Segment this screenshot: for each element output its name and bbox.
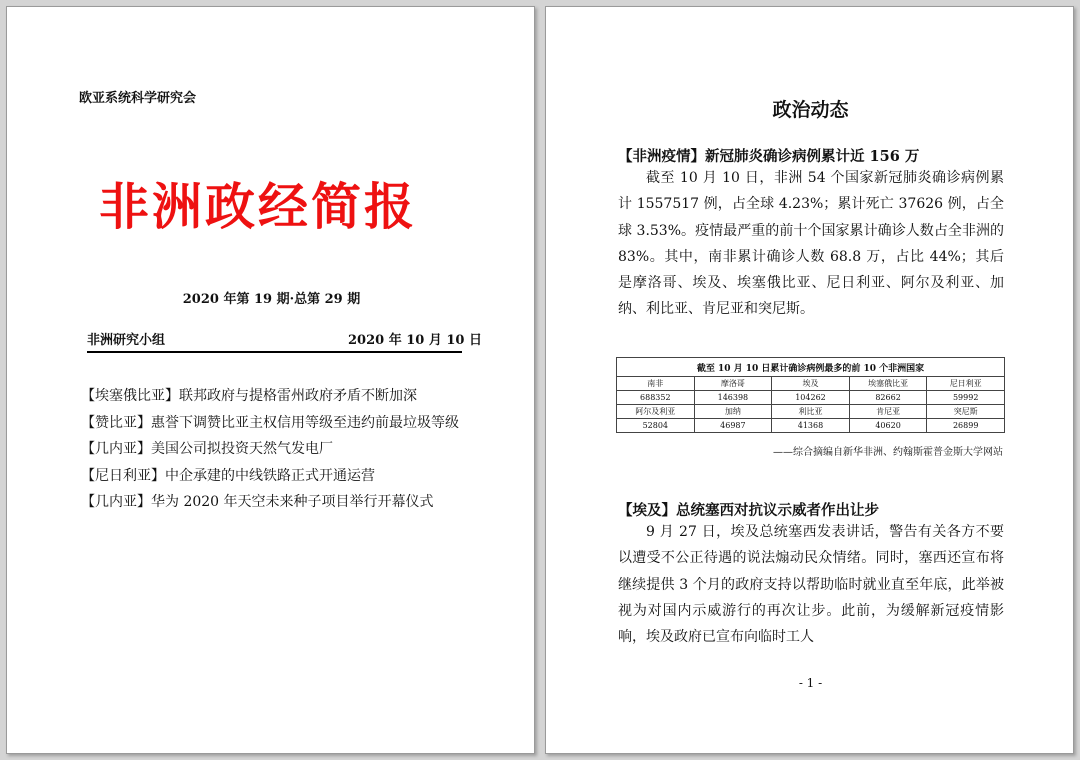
section-title: 政治动态 — [772, 99, 849, 121]
table-row — [617, 391, 1005, 405]
table-cell: 加纳 — [694, 405, 772, 419]
table-row — [617, 377, 1005, 391]
toc-tag: 【埃塞俄比亚】 — [81, 388, 179, 404]
toc-tag: 【几内亚】 — [81, 494, 151, 510]
table-cell: 40620 — [849, 419, 927, 433]
toc-item[interactable] — [81, 489, 501, 516]
header-divider — [87, 351, 462, 353]
table-cell: 利比亚 — [772, 405, 850, 419]
page-number: - 1 - — [798, 676, 823, 690]
table-cell: 突尼斯 — [927, 405, 1005, 419]
table-cell: 摩洛哥 — [694, 377, 772, 391]
table-cell: 59992 — [927, 391, 1005, 405]
toc-text: 美国公司拟投资天然气发电厂 — [151, 441, 333, 457]
issue-number: 2020 年第 19 期·总第 29 期 — [182, 292, 361, 307]
table-row — [617, 405, 1005, 419]
toc-tag: 【几内亚】 — [81, 441, 151, 457]
table-cell: 肯尼亚 — [849, 405, 927, 419]
toc-item[interactable] — [81, 463, 501, 490]
research-group: 非洲研究小组 — [87, 333, 166, 348]
table-cell: 南非 — [617, 377, 695, 391]
toc-tag: 【赞比亚】 — [81, 414, 151, 431]
table-cell: 82662 — [849, 391, 927, 405]
table-cell: 146398 — [694, 391, 772, 405]
table-cell: 埃及 — [772, 377, 850, 391]
article-tag: 【非洲疫情】 — [618, 148, 705, 165]
toc-text: 惠誉下调赞比亚主权信用等级至违约前最垃圾等级 — [151, 414, 459, 431]
table-cell: 104262 — [772, 391, 850, 405]
masthead-title: 非洲政经简报 — [99, 177, 417, 236]
cases-table — [616, 357, 1005, 433]
toc-item[interactable] — [81, 436, 501, 463]
toc-item[interactable] — [81, 383, 501, 410]
article-title: 新冠肺炎确诊病例累计近 156 万 — [705, 148, 920, 165]
article-title: 总统塞西对抗议示威者作出让步 — [676, 502, 879, 519]
toc-tag: 【尼日利亚】 — [81, 467, 165, 484]
article-body: 9 月 27 日，埃及总统塞西发表讲话，警告有关各方不要以遭受不公正待遇的说法煽动民众情绪。同时，塞西还宣布将继续提供 3 个月的政府支持以帮助临时就业直至年底，此举被视为对国内示威游行的再次让步。此前，为缓解新冠疫情影响，埃及政府已宣布向临时工人 — [618, 524, 1004, 646]
table-cell: 52804 — [617, 419, 695, 433]
source-note: ——综合摘编自新华非洲、约翰斯霍普金斯大学网站 — [773, 447, 1003, 458]
article-body: 截至 10 月 10 日，非洲 54 个国家新冠肺炎确诊病例累计 1557517 例，占全球 4.23%；累计死亡 37626 例，占全球 3.53%。疫情最严重的前十个国家累计确诊人数占全非洲的 83%。其中，南非累计确诊人数 68.8 万，占比 44%；其后是摩洛哥、埃及、埃塞俄比亚、尼日利亚、阿尔及利亚、加纳、利比亚、肯尼亚和突尼斯。 — [618, 170, 1004, 318]
table-of-contents — [81, 383, 501, 516]
table-cell: 688352 — [617, 391, 695, 405]
table-cell: 41368 — [772, 419, 850, 433]
toc-item[interactable] — [81, 410, 501, 437]
table-row — [617, 419, 1005, 433]
table-cell: 26899 — [927, 419, 1005, 433]
article-headline — [618, 145, 919, 166]
table-cell: 46987 — [694, 419, 772, 433]
article-tag: 【埃及】 — [618, 502, 676, 519]
article-headline — [618, 499, 879, 520]
cover-page — [6, 6, 535, 754]
toc-text: 中企承建的中线铁路正式开通运营 — [165, 467, 375, 484]
table-cell: 埃塞俄比亚 — [849, 377, 927, 391]
issue-date: 2020 年 10 月 10 日 — [348, 333, 482, 348]
table-caption: 截至 10 月 10 日累计确诊病例最多的前 10 个非洲国家 — [617, 358, 1005, 377]
content-page — [545, 6, 1074, 754]
table-cell: 尼日利亚 — [927, 377, 1005, 391]
table-cell: 阿尔及利亚 — [617, 405, 695, 419]
organization-name: 欧亚系统科学研究会 — [79, 91, 197, 106]
toc-text: 联邦政府与提格雷州政府矛盾不断加深 — [179, 388, 417, 404]
toc-text: 华为 2020 年天空未来种子项目举行开幕仪式 — [151, 494, 434, 510]
